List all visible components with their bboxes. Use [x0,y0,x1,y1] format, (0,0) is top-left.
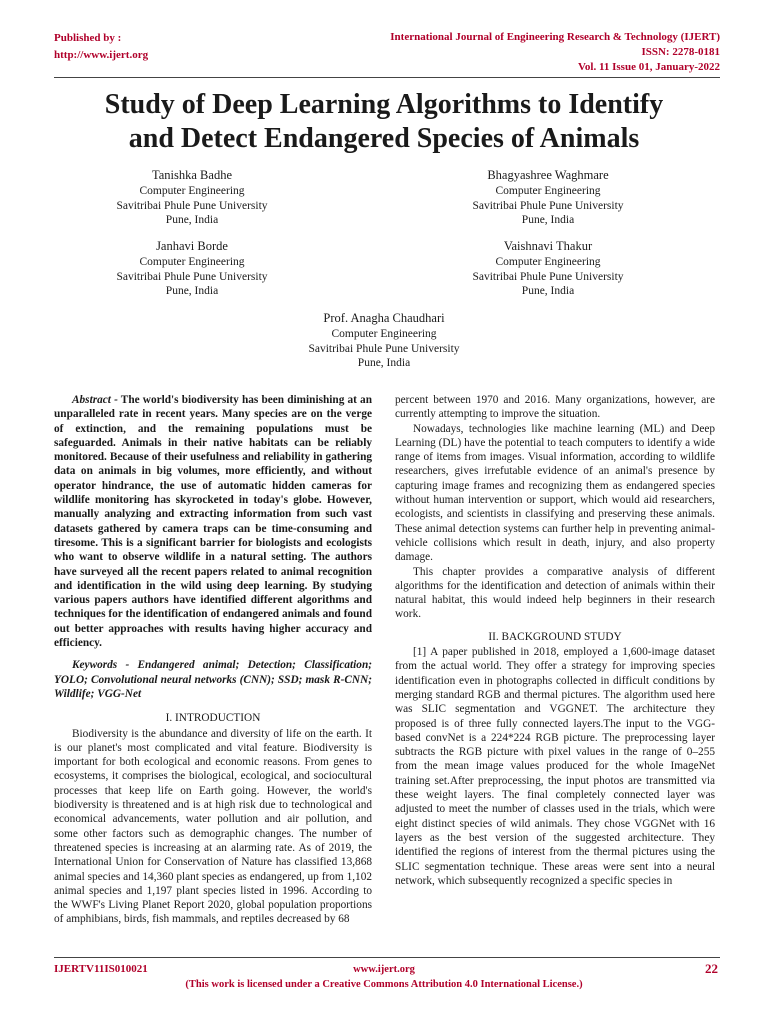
author-location: Pune, India [521,285,575,297]
section-heading-background: II. BACKGROUND STUDY [488,630,622,643]
section-heading-introduction: I. INTRODUCTION [165,712,261,725]
author-univ: Savitribai Phule Pune University [116,199,268,212]
author-location: Pune, India [165,285,219,297]
header-left [54,30,148,64]
author-block [418,238,678,299]
header-right [390,30,720,75]
author-dept: Computer Engineering [139,256,245,268]
author-block [62,238,322,299]
author-univ: Savitribai Phule Pune University [308,342,460,355]
right-column [395,393,715,888]
issn: ISSN: 2278-0181 [641,46,720,58]
author-location: Pune, India [357,357,411,369]
footer-rule [54,957,720,958]
header-rule [54,77,720,78]
author-dept: Computer Engineering [495,256,601,268]
journal-name: International Journal of Engineering Research & Technology (IJERT) [390,31,720,43]
author-dept: Computer Engineering [331,328,437,340]
author-univ: Savitribai Phule Pune University [116,270,268,283]
paragraph: Nowadays, technologies like machine learning (ML) and Deep Learning (DL) have the potential to teach computers to identify a wide range of items from images. Visual information, according to wildlife researchers, gives irrefutable evidence of an animal's presence by capturing image frames and recognizing them as endangered species without human intervention or support, which would aid researchers, ecologists, and scientists in classifying and preserving these animals. These animal detection systems can further help in preventing animal-vehicle collisions which result in death, injury, and also property damage. [395,422,715,564]
published-by: Published by : [54,32,122,44]
paragraph: [1] A paper published in 2018, employed a 1,600-image dataset from the actual world. They offer a strategy for improving species identification even in photographs collected in difficult conditions by merging standard RGB and thermal pictures. The algorithm used here was SLIC segmentation and VGGNET. The architecture they proposed is of three fully connected layers.The input to the VGG-based convNet is a 224*224 RGB picture. The preprocessing layer subtracts the RGB picture with pixel values in the range of 0–255 from the mean image values produced for the whole ImageNet training set.After preprocessing, the input photos are transmitted via these weight layers. The final completely connected layer was adjusted to meet the number of classes used in the trials, which were eight distinct species of wild animals. They chose VGGNet with 16 layers as the best version of the suggested architecture. They identified the regions of interest from the thermal pictures using the SLIC segmentation technique. These areas were sent into a neural network, which subsequently recognized a specific species in [395,646,715,887]
author-block [62,167,322,228]
page-number: 22 [705,961,718,976]
author-name: Vaishnavi Thakur [503,239,593,253]
author-dept: Computer Engineering [495,185,601,197]
license-text: (This work is licensed under a Creative Commons Attribution 4.0 International License.) [185,979,583,990]
publisher-url[interactable]: http://www.ijert.org [54,49,149,61]
abstract-label: Abstract - [72,394,118,406]
author-name: Prof. Anagha Chaudhari [323,311,445,325]
paragraph: percent between 1970 and 2016. Many organizations, however, are currently attempting to improve the situation. [395,394,715,421]
author-name: Tanishka Badhe [151,168,232,182]
paragraph: This chapter provides a comparative analysis of different algorithms for the identification and detection of animals within their natural habitat, this would indeed help beginners in their research work. [395,565,715,621]
author-location: Pune, India [165,214,219,226]
author-location: Pune, India [521,214,575,226]
footer-center [0,962,768,992]
paragraph: Biodiversity is the abundance and diversity of life on the earth. It is our planet's most complicated and vital feature. Biodiversity is important for both ecological and economic reasons. From genes to ecosystems, it comprises the biological, ecological, and sociocultural processes that keep life on Earth going. However, the world's biodiversity is threatened and is at high risk due to technological and economical advancements, water pollution and air pollution, and some other factors such as demographic changes. The number of threatened species is increasing at an alarming rate. As of 2019, the International Union for Conservation of Nature has classified 13,868 animal species and 14,360 plant species as endangered, up from 1,102 animal species and 1,197 plant species listed in 1996. According to the WWF's Living Planet Report 2020, global population proportions of amphibians, birds, fish mammals, and reptiles decreased by 68 [54,727,372,926]
keywords: Keywords - Endangered animal; Detection; Classification; YOLO; Convolutional neural networks (CNN); SSD; mask R-CNN; Wildlife; VGG-Net [54,659,372,700]
author-dept: Computer Engineering [139,185,245,197]
author-name: Janhavi Borde [156,239,228,253]
paper-title: Study of Deep Learning Algorithms to Identify and Detect Endangered Species of Animals [104,89,664,154]
abstract [54,393,372,650]
author-block [418,167,678,228]
abstract-text: The world's biodiversity has been diminishing at an unparalleled rate in recent years. Many species are on the verge of extinction, and the remaining populations must be safeguarded. Animals in their native habitats can be reliably monitored. Because of their usefulness and reliability in gathering data on animals in big volumes, more efficiently, and without operator hindrance, the use of automatic hidden cameras for wildlife monitoring has skyrocketed in today's globe. However, manually analyzing and extracting information from such vast datasets gathered by camera traps can be time-consuming and tiresome. This is a significant barrier for biologists and ecologists who want to observe wildlife in a natural setting. The authors have surveyed all the recent papers related to animal recognition and identification in the wild using deep learning. By studying various papers authors have identified different algorithms and techniques for the identification of endangered animals and found out better approaches with results having higher accuracy and efficiency. [54,394,372,650]
author-univ: Savitribai Phule Pune University [472,199,624,212]
paper-id: IJERTV11IS010021 [54,963,148,975]
author-block [254,310,514,371]
author-name: Bhagyashree Waghmare [487,168,609,182]
left-column [54,393,372,927]
volume-issue: Vol. 11 Issue 01, January-2022 [577,61,720,73]
footer-url[interactable]: www.ijert.org [353,964,415,975]
author-univ: Savitribai Phule Pune University [472,270,624,283]
